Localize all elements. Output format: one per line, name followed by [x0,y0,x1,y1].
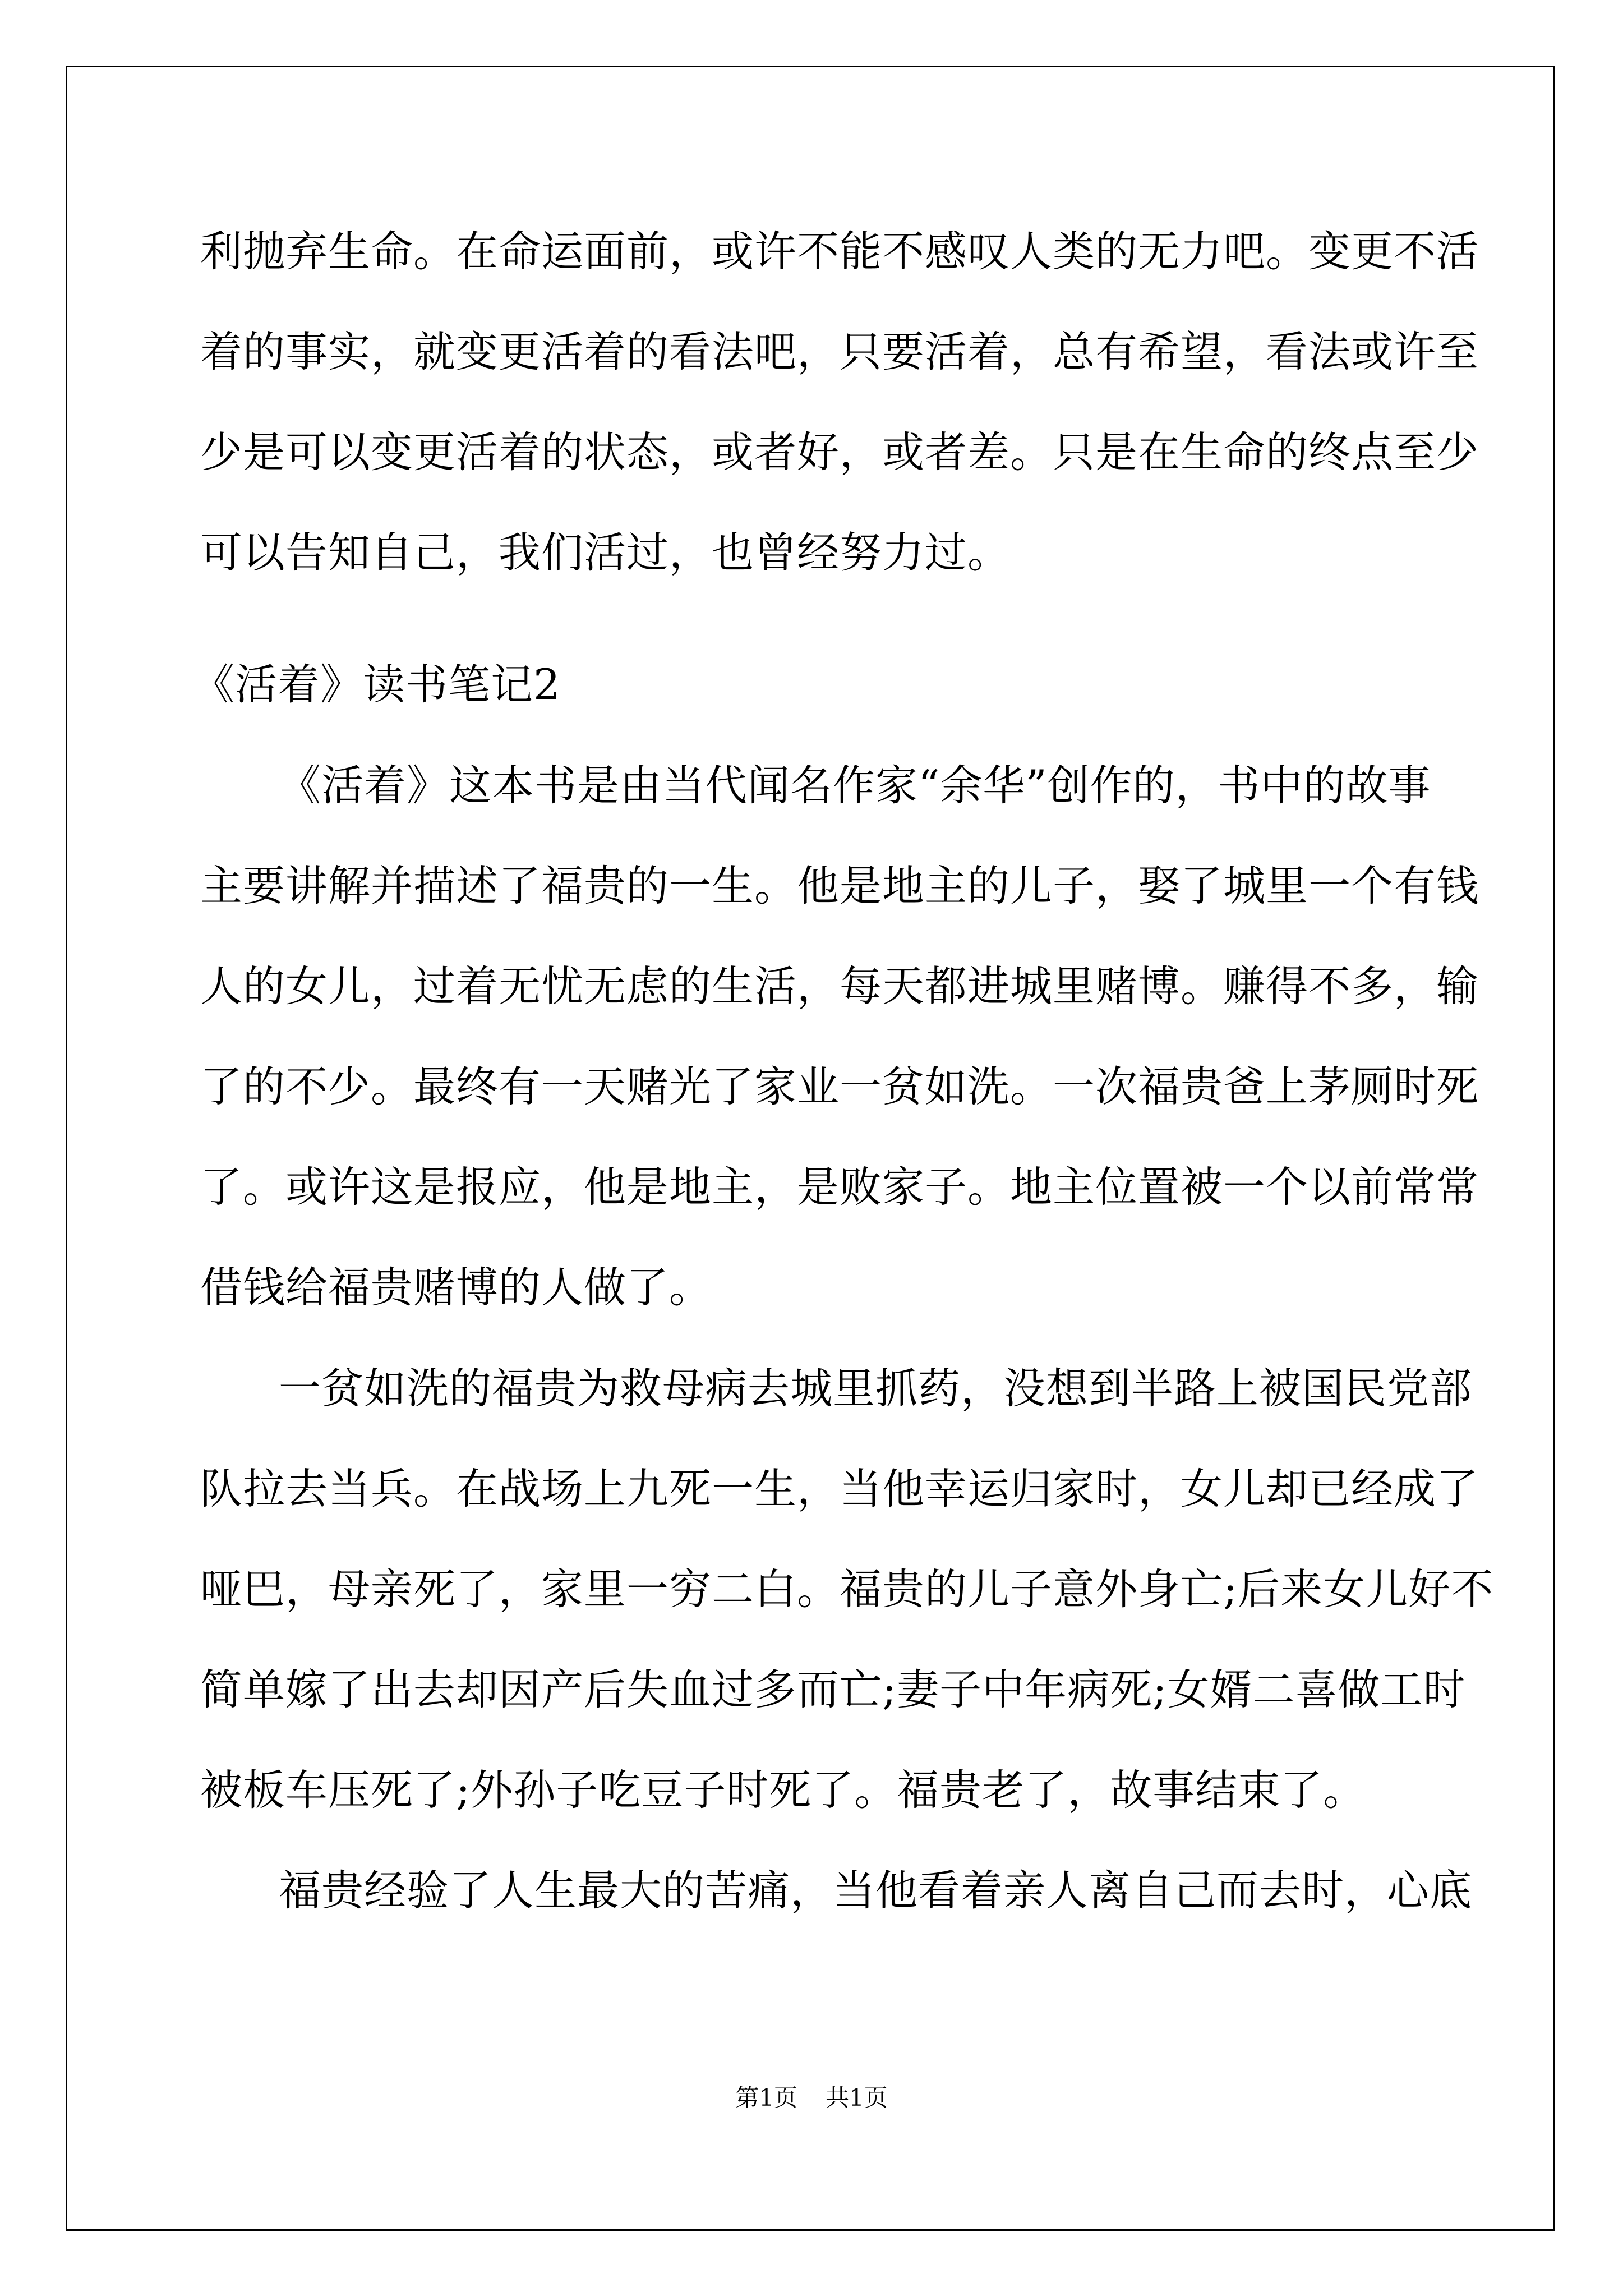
text-line: 简单嫁了出去却因产后失血过多而亡;妻子中年病死;女婿二喜做工时 [200,1665,1466,1714]
text-line: 着的事实，就变更活着的看法吧，只要活着，总有希望，看法或许至 [200,327,1479,376]
text-line: 人的女儿，过着无忧无虑的生活，每天都进城里赌博。赚得不多，输 [200,961,1479,1011]
text-line: 被板车压死了;外孙子吃豆子时死了。福贵老了，故事结束了。 [200,1765,1366,1815]
text-line: 可以告知自己，我们活过，也曾经努力过。 [200,528,1011,577]
text-line: 借钱给福贵赌博的人做了。 [200,1263,712,1312]
page-total: 共1页 [826,2084,888,2111]
page-number: 第1页 [735,2084,797,2111]
text-line: 了。或许这是报应，他是地主，是败家子。地主位置被一个以前常常 [200,1162,1479,1212]
text-line: 《活着》这本书是由当代闻名作家“余华”创作的，书中的故事 [279,761,1431,810]
page-footer [0,2081,1623,2115]
section-heading: 《活着》读书笔记2 [192,660,561,709]
text-line: 主要讲解并描述了福贵的一生。他是地主的儿子，娶了城里一个有钱 [200,861,1479,910]
text-line: 利抛弃生命。在命运面前，或许不能不感叹人类的无力吧。变更不活 [200,227,1479,276]
text-line: 了的不少。最终有一天赌光了家业一贫如洗。一次福贵爸上茅厕时死 [200,1062,1479,1111]
text-line: 少是可以变更活着的状态，或者好，或者差。只是在生命的终点至少 [200,427,1479,477]
text-line: 队拉去当兵。在战场上九死一生，当他幸运归家时，女儿却已经成了 [200,1464,1479,1513]
text-line: 哑巴，母亲死了，家里一穷二白。福贵的儿子意外身亡;后来女儿好不 [200,1565,1494,1614]
text-line: 福贵经验了人生最大的苦痛，当他看着亲人离自己而去时，心底 [279,1866,1473,1915]
text-line: 一贫如洗的福贵为救母病去城里抓药，没想到半路上被国民党部 [279,1364,1473,1413]
